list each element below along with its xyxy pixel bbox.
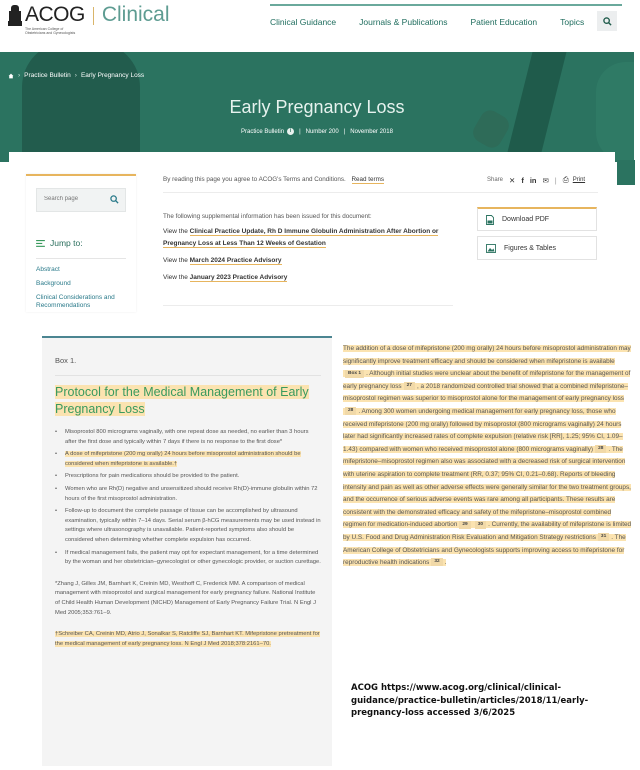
breadcrumb-separator: ›	[74, 72, 77, 79]
figures-tables-button[interactable]	[477, 236, 597, 260]
page-search[interactable]	[36, 188, 126, 212]
hero-edge	[617, 160, 635, 185]
protocol-item: • If medical management fails, the patient may opt for expectant management, for a time determined by the woman and her obstetrician–gynecologist or other gynecologic provider, or suction curettage.	[55, 549, 321, 568]
article-text-segment: .	[444, 559, 447, 567]
article-paragraph	[343, 343, 635, 570]
breadcrumb-separator: ›	[18, 72, 21, 79]
supplemental-prefix: View the	[163, 257, 188, 264]
box-title-text: Protocol for the Medical Management of Early Pregnancy Loss	[55, 385, 309, 416]
article-text-segment: . Although initial studies were unclear about the benefit of mifepristone for the management of early pregnancy loss	[343, 370, 631, 390]
sidebar	[26, 174, 136, 312]
citation-28[interactable]: 28	[345, 407, 356, 415]
reference-1: *Zhang J, Gilles JM, Barnhart K, Creinin MD, Westhoff C, Frederick MM. A comparison of medical management with misoprostol and surgical management for early pregnancy failure. National Institute of Child Health Human Development (NICHD) Management of Early Pregnancy Failure Trial. N Engl J Med 2005;353:761–9.	[55, 580, 316, 616]
divider	[163, 305, 453, 306]
nav-clinical-guidance[interactable]: Clinical Guidance	[270, 17, 337, 27]
meta-separator: |	[343, 128, 346, 135]
acog-emblem-icon	[8, 5, 22, 27]
citation-28[interactable]: 28	[595, 445, 606, 453]
jump-link-abstract[interactable]: Abstract	[36, 266, 60, 273]
share-label: Share	[487, 177, 504, 183]
figures-tables-label: Figures & Tables	[504, 244, 557, 252]
list-icon	[36, 240, 45, 247]
logo-text: ACOG	[25, 3, 85, 26]
jump-links	[36, 266, 132, 312]
protocol-item: • Follow-up to document the complete passage of tissue can be accomplished by ultrasound examination, typically within 7–14 days. Serial serum β-hCG measurements may be used instead in settings where ultrasonography is unavailable. Patient-reported symptoms also should be considered when determining whether complete expulsion has occurred.	[55, 507, 321, 545]
document-type: Practice Bulletin	[241, 128, 285, 135]
image-icon	[486, 244, 496, 253]
supplemental-item	[163, 226, 455, 250]
terms-notice	[163, 176, 384, 183]
x-twitter-icon[interactable]: ✕	[509, 175, 516, 185]
pdf-file-icon	[486, 215, 494, 225]
print-icon[interactable]: ⎙	[562, 175, 569, 184]
citation-27[interactable]: 27	[404, 382, 415, 390]
search-icon	[603, 17, 612, 26]
supplemental-prefix: View the	[163, 274, 188, 281]
jump-link-background[interactable]: Background	[36, 280, 71, 287]
download-pdf-button[interactable]	[477, 207, 597, 231]
terms-text: By reading this page you agree to ACOG's Terms and Conditions.	[163, 176, 346, 183]
protocol-item-highlighted	[55, 450, 321, 469]
site-header	[0, 0, 640, 46]
breadcrumb-practice-bulletin[interactable]: Practice Bulletin	[24, 72, 71, 79]
logo-subtitle: The American College of Obstetricians and Gynecologists	[25, 27, 76, 35]
hero-banner	[0, 52, 634, 162]
jump-link-clinical-considerations[interactable]: Clinical Considerations and Recommendations	[36, 294, 115, 309]
supplemental-prefix: View the	[163, 228, 188, 235]
main-nav	[270, 14, 607, 30]
download-pdf-label: Download PDF	[502, 216, 550, 223]
document-number: Number 200	[305, 128, 339, 135]
citation-box-1[interactable]: Box 1	[345, 370, 364, 378]
article-text-segment: . The mifepristone–misoprostol regimen also was associated with a decreased risk of surgical intervention with uterine aspiration to complete treatment (RR, 0.37; 95% CI, 0.21–0.68). Reports of bleeding intensity and pain as well as other adverse effects were generally similar for the two treatment groups, and the occurrence of serious adverse events was rare among all participants. These results are consistent with the demonstrated efficacy and safety of the mifepristone–misoprostol combined regimen for medication-induced abortion	[343, 445, 631, 529]
breadcrumb	[8, 72, 144, 79]
breadcrumb-current: Early Pregnancy Loss	[80, 72, 145, 79]
nav-topics[interactable]: Topics	[560, 17, 585, 27]
print-link[interactable]: Print	[572, 177, 586, 183]
supplemental-item	[163, 272, 455, 284]
article-text-segment: . Currently, the availability of mifepristone is limited by U.S. Food and Drug Administration Risk Evaluation and Mitigation Strategy restrictions	[343, 521, 632, 541]
jump-to-label: Jump to:	[50, 238, 83, 248]
logo-text-column	[25, 4, 85, 35]
page-title: Early Pregnancy Loss	[229, 97, 405, 117]
supplemental-link-january-2023[interactable]: January 2023 Practice Advisory	[189, 274, 288, 281]
acog-logo[interactable]	[8, 4, 170, 35]
supplemental-block	[163, 212, 455, 289]
supplemental-link-march-2024[interactable]: March 2024 Practice Advisory	[189, 257, 282, 264]
site-section-label: Clinical	[101, 3, 170, 26]
nav-search-button[interactable]	[597, 11, 617, 31]
supplemental-link-rh-d-update[interactable]: Clinical Practice Update, Rh D Immune Globulin Administration After Abortion or Pregnancy Loss at Less Than 12 Weeks of Gestation	[163, 228, 439, 247]
reference-2	[55, 630, 321, 649]
supplemental-item	[163, 255, 455, 267]
citation-31[interactable]: 31	[598, 533, 609, 541]
search-page-input[interactable]	[44, 196, 104, 202]
divider	[55, 375, 321, 376]
citation-30[interactable]: 30	[475, 521, 486, 529]
box-title	[55, 384, 321, 418]
divider	[36, 258, 126, 259]
supplemental-intro: The following supplemental information has been issued for this document:	[163, 213, 372, 220]
home-icon[interactable]	[8, 73, 14, 79]
divider	[163, 192, 598, 193]
citation-29[interactable]: 29	[459, 521, 470, 529]
source-note: ACOG https://www.acog.org/clinical/clinical-guidance/practice-bulletin/articles/2018/11/early-pregnancy-loss accessed 3/6/2025	[351, 683, 589, 718]
meta-separator: |	[299, 128, 301, 135]
hero-silhouette-left-top	[42, 52, 120, 72]
protocol-item: • Women who are Rh(D) negative and unsensitized should receive Rh(D)-immune globulin within 72 hours of the first misoprostol administration.	[55, 485, 321, 504]
article-text-segment: The addition of a dose of mifepristone (200 mg orally) 24 hours before misoprostol administration may significantly improve treatment efficacy and should be considered when mifepristone is available	[343, 345, 631, 365]
reference-2-text: †Schreiber CA, Creinin MD, Atrio J, Sonalkar S, Ratcliffe SJ, Barnhart KT. Mifepristone pretreatment for the medical management of early pregnancy loss. N Engl J Med 2018;378:2161–70.	[55, 631, 320, 647]
facebook-icon[interactable]: f	[521, 175, 524, 185]
article-text-segment: . Among 300 women undergoing medical management for early pregnancy loss, those who received mifepristone (200 mg orally) followed by misoprostol (800 micrograms vaginally) 24 hours later had significantly increased rates of complete expulsion (relative risk [RR], 1.25; 95% CI, 1.09–1.43) compared with women who received misoprostol alone (800 micrograms vaginally)	[343, 407, 623, 453]
box-1-panel	[42, 336, 332, 766]
article-text-segment: . The American College of Obstetricians and Gynecologists supports improving access to mifepristone for reproductive health indications	[343, 533, 626, 567]
citation-32[interactable]: 32	[431, 558, 442, 566]
protocol-item: • Misoprostol 800 micrograms vaginally, with one repeat dose as needed, no earlier than 3 hours after the first dose and typically within 7 days if there is no response to the first dose*	[55, 428, 321, 447]
protocol-item-text: A dose of mifepristone (200 mg orally) 24 hours before misoprostol administration should be considered when mifepristone is available.†	[65, 451, 301, 467]
protocol-item: • Prescriptions for pain medications should be provided to the patient.	[55, 472, 321, 482]
share-separator: |	[554, 175, 557, 185]
logo-divider	[93, 7, 94, 25]
nav-journals-publications[interactable]: Journals & Publications	[359, 17, 448, 27]
search-icon[interactable]	[110, 195, 119, 204]
article-text	[343, 345, 631, 566]
nav-accent-line	[270, 4, 622, 6]
email-icon[interactable]: ✉	[542, 175, 549, 185]
info-icon[interactable]: i	[287, 128, 294, 135]
share-bar	[487, 175, 585, 185]
protocol-list	[55, 428, 321, 568]
nav-patient-education[interactable]: Patient Education	[470, 17, 538, 27]
box-label: Box 1.	[55, 356, 77, 365]
read-terms-link[interactable]: Read terms	[351, 176, 385, 183]
linkedin-icon[interactable]: in	[529, 175, 537, 185]
article-text-segment: , a 2018 randomized controlled trial showed that a combined mifepristone–misoprostol regimen was superior to misoprostol alone for the management of early pregnancy loss	[343, 382, 628, 403]
jump-to-header	[36, 238, 83, 248]
document-date: November 2018	[350, 128, 393, 135]
document-meta	[0, 128, 634, 135]
